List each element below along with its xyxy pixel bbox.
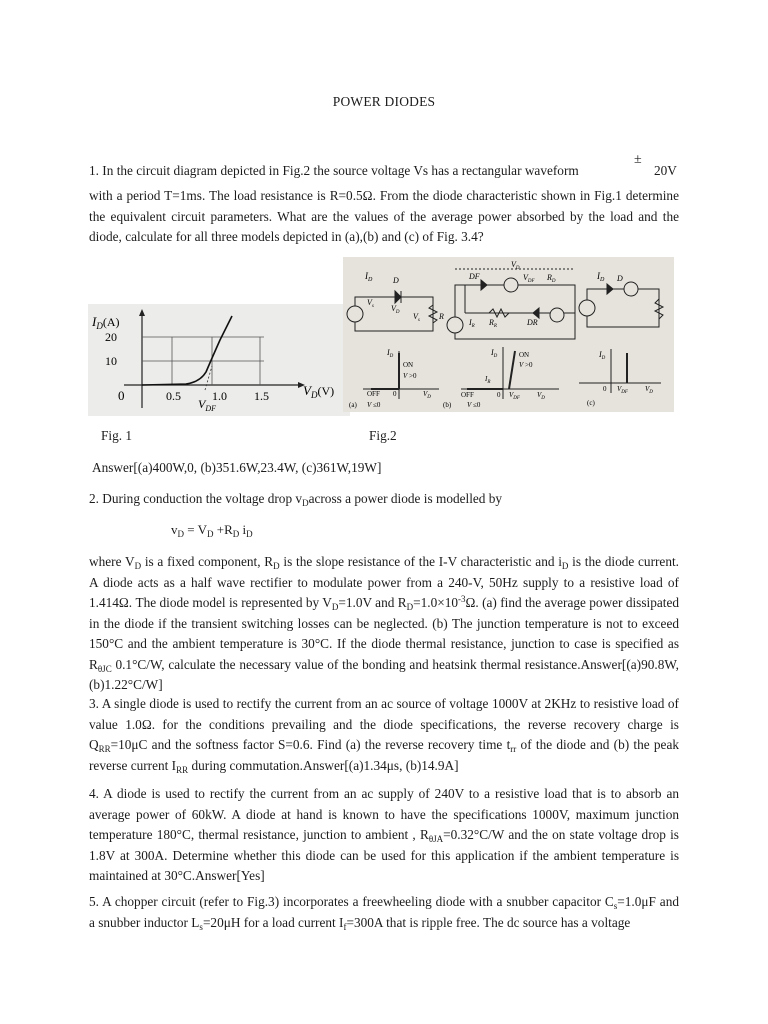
- char-b-on: ON: [519, 351, 530, 359]
- fig1-y-tick-10: 10: [105, 354, 117, 368]
- diode-equation: $v_D = V_D +R_D$ $i_D$: [171, 522, 253, 539]
- char-b-id: $I_D$: [491, 348, 498, 359]
- char-b-zero: 0: [497, 391, 501, 399]
- figure-2-caption: Fig.2: [369, 428, 397, 443]
- fig2-a-vd: $V_D$: [391, 304, 400, 315]
- char-a-label: (a): [349, 401, 357, 409]
- plus-minus-symbol: ±: [634, 152, 642, 167]
- char-a-vd: $V_D$: [423, 390, 431, 400]
- fig2-c-id: $I_D$: [597, 271, 605, 283]
- char-c-label: (c): [587, 399, 595, 407]
- char-b-label: (b): [443, 401, 452, 409]
- char-b-vsneg: V ≤0: [467, 401, 481, 409]
- char-c-id: $I_D$: [599, 350, 606, 361]
- char-a-vspos: V >0: [403, 372, 417, 380]
- fig2-b-vdf: $V_{DF}$: [523, 273, 535, 284]
- char-a-off: OFF: [367, 390, 380, 398]
- fig2-b-rr: $R_R$: [489, 318, 497, 329]
- figure-2: [343, 257, 674, 412]
- char-a-on: ON: [403, 361, 414, 369]
- fig2-a-r: $V_s$: [413, 312, 420, 323]
- fig2-b-ir: $I_R$: [469, 318, 475, 329]
- fig2-b-dr: DR: [527, 318, 538, 327]
- fig2-a-d: D: [393, 276, 399, 285]
- amplitude-value: 20V: [654, 163, 677, 178]
- fig2-b-vd: $V_D$: [511, 260, 520, 271]
- char-a-vsneg: V ≤0: [367, 401, 381, 409]
- fig1-x-tick-10: 1.0: [212, 389, 227, 403]
- char-b-off: OFF: [461, 391, 474, 399]
- fig1-vdf-label: $V_{DF}$: [198, 397, 217, 413]
- answer-1: Answer[(a)400W,0, (b)351.6W,23.4W, (c)361W,19W]: [92, 460, 382, 475]
- question-4: 4. A diode is used to rectify the current from an ac supply of 240V to a resistive load that is to absorb an average power of 60kW. A diode at hand is known to have the specifications 1000V, maximum junction temperature 180°C, thermal resistance, junction to ambient , $R_{\theta JA}=0.32^\circ C/W$ and the on state voltage drop is 1.8V at 300A. Determine whether this diode can be used for this application if the ambient temperature is maintained at 30°C.Answer[Yes]: [89, 786, 679, 883]
- char-c-vd: $V_D$: [645, 385, 653, 395]
- question-3: 3. A single diode is used to rectify the current from an ac source of voltage 1000V at 2KHz to resistive load of value 1.0Ω. for the conditions prevailing and the diode specifications, the reverse recovery charge is $Q_{RR}=10\mu C$ and the softness factor S=0.6. Find (a) the reverse recovery time $t_{rr}$ of the diode and (b) the peak reverse current $I_{RR}$ during commutation.Answer[(a)1.34μs, (b)14.9A]: [89, 696, 680, 775]
- fig1-iv-curve: [142, 316, 232, 385]
- page-title: POWER DIODES: [332, 94, 436, 109]
- question-2-intro: 2. During conduction the voltage drop $v_Dacross$ a power diode is modelled by: [89, 491, 503, 508]
- char-b-vspos: V >0: [519, 361, 533, 369]
- char-b-vdf: $V_{DF}$: [509, 391, 520, 401]
- fig2-a-r2: R: [439, 312, 444, 321]
- char-c-zero: 0: [603, 385, 607, 393]
- fig2-b-df: DF: [469, 272, 480, 281]
- char-a-zero: 0: [393, 390, 397, 398]
- fig2-a-vs: $V_s$: [367, 298, 374, 309]
- fig2-b-rd: $R_D$: [547, 273, 556, 284]
- circuit-b: [447, 269, 575, 339]
- char-c-vdf: $V_{DF}$: [617, 385, 628, 395]
- figure-1: [88, 304, 350, 416]
- question-2-body: where $V_D$ is a fixed component, $R_D$ is the slope resistance of the I-V characteristic and $i_D$ is the diode current. A diode acts as a half wave rectifier to modulate power from a 240-V, 50Hz supply to a resistive load of 1.414Ω. The diode model is represented by $V_D=1.0V$ and $R_D=1.0\times 10^{-3}\Omega$. (a) find the average power dissipated in the diode if the transient switching losses can be neglected. (b) The junction temperature is not to exceed 150°C and the ambient temperature is 30°C. If the diode thermal resistance, junction to case is specified as $R_{\theta JC}$ 0.1°C/W, calculate the necessary value of the bonding and heatsink thermal resistance.Answer[(a)90.8W, (b)1.22°C/W]: [89, 554, 680, 692]
- circuit-c: [579, 282, 663, 327]
- fig2-a-id: $I_D$: [365, 271, 373, 283]
- fig1-x-tick-15: 1.5: [254, 389, 269, 403]
- fig1-x-tick-05: 0.5: [166, 389, 181, 403]
- fig1-y-label: $I_D(A)$: [92, 314, 120, 331]
- figure-1-caption: Fig. 1: [101, 428, 133, 443]
- fig1-x-label: $V_D(V)$: [303, 383, 335, 400]
- fig1-y-tick-20: 20: [105, 330, 117, 344]
- char-b-vd: $V_D$: [537, 391, 545, 401]
- question-1-body: with a period T=1ms. The load resistance is R=0.5Ω. From the diode characteristic shown in Fig.1 determine the equivalent circuit parameters. What are the values of the average power absorbed by the load and the diode, calculate for all three models depicted in (a),(b) and (c) of Fig. 3.4?: [89, 188, 679, 244]
- fig2-c-d: D: [617, 274, 623, 283]
- question-1-line-1: 1. In the circuit diagram depicted in Fig.2 the source voltage Vs has a rectangular waveform: [89, 163, 579, 178]
- char-b-ir: $I_R$: [485, 375, 491, 385]
- fig1-y-tick-0: 0: [118, 388, 125, 403]
- char-a-id: $I_D$: [387, 348, 394, 359]
- fig1-y-arrow: [139, 309, 145, 316]
- question-5: 5. A chopper circuit (refer to Fig.3) incorporates a freewheeling diode with a snubber capacitor $C_s=1.0\mu F$ and a snubber inductor $L_s=20\mu H$ for a load current $I_f=300A$ that is ripple free. The dc source has a voltage: [89, 894, 679, 932]
- fig1-tangent-line: [205, 366, 212, 390]
